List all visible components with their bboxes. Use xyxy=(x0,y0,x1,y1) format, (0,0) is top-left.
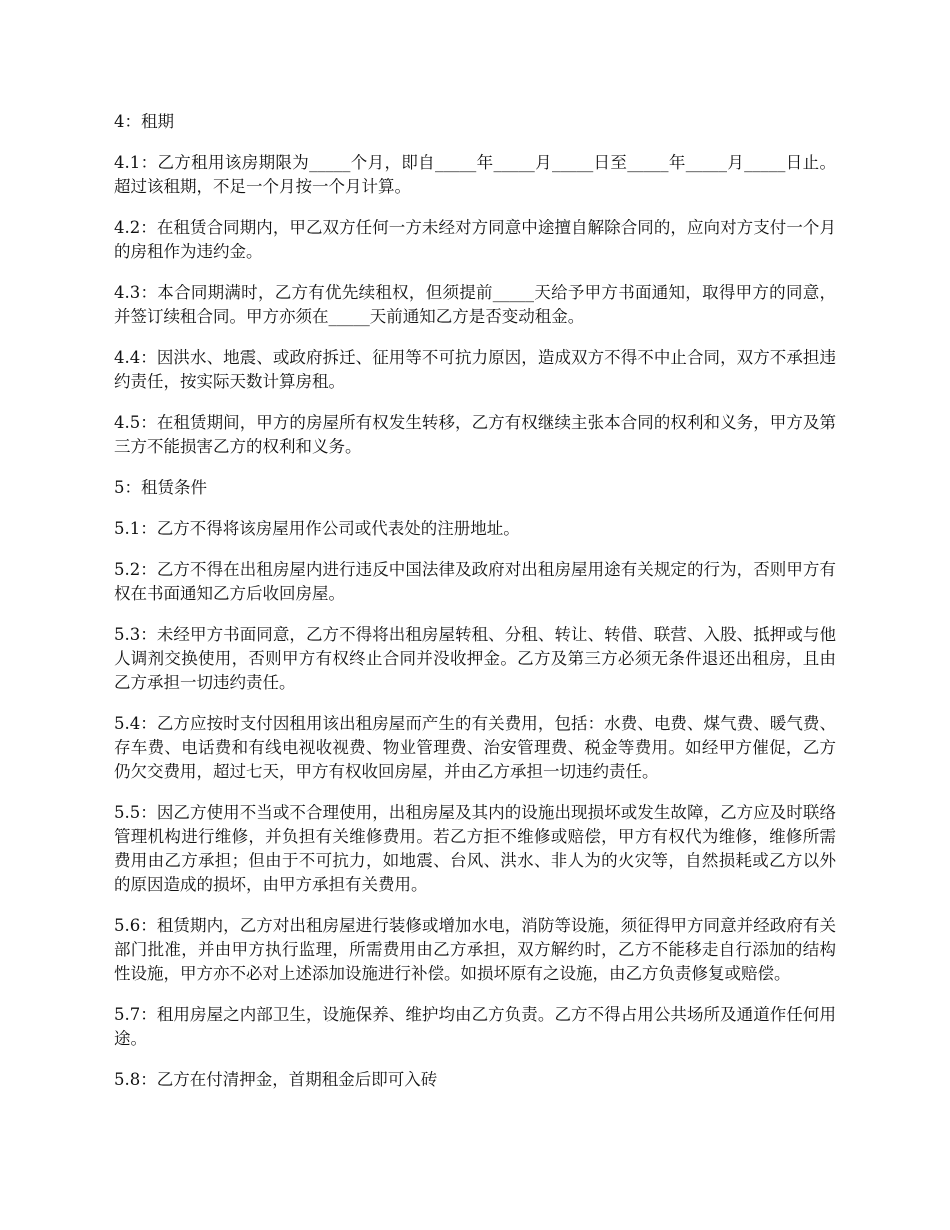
clause-5-5: 5.5：因乙方使用不当或不合理使用，出租房屋及其内的设施出现损坏或发生故障，乙方应及时联络管理机构进行维修，并负担有关维修费用。若乙方拒不维修或赔偿，甲方有权代为维修，维修所需费用由乙方承担；但由于不可抗力，如地震、台风、洪水、非人为的火灾等，自然损耗或乙方以外的原因造成的损坏，由甲方承担有关费用。 xyxy=(114,803,836,894)
document-body xyxy=(114,110,836,1109)
clause-5-6: 5.6：租赁期内，乙方对出租房屋进行装修或增加水电，消防等设施，须征得甲方同意并经政府有关部门批准，并由甲方执行监理，所需费用由乙方承担，双方解约时，乙方不能移走自行添加的结构性设施，甲方亦不必对上述添加设施进行补偿。如损坏原有之设施，由乙方负责修复或赔偿。 xyxy=(114,916,836,983)
clause-5-2: 5.2：乙方不得在出租房屋内进行违反中国法律及政府对出租房屋用途有关规定的行为，否则甲方有权在书面通知乙方后收回房屋。 xyxy=(114,560,836,603)
section-heading-lease-conditions: 5：租赁条件 xyxy=(114,478,207,497)
clause-5-3: 5.3：未经甲方书面同意，乙方不得将出租房屋转租、分租、转让、转借、联营、入股、抵押或与他人调剂交换使用，否则甲方有权终止合同并没收押金。乙方及第三方必须无条件退还出租房，且由乙方承担一切违约责任。 xyxy=(114,625,836,692)
clause-4-4: 4.4：因洪水、地震、或政府拆迁、征用等不可抗力原因，造成双方不得不中止合同，双方不承担违约责任，按实际天数计算房租。 xyxy=(114,348,836,391)
clause-5-1: 5.1：乙方不得将该房屋用作公司或代表处的注册地址。 xyxy=(114,519,520,538)
clause-4-3: 4.3：本合同期满时，乙方有优先续租权，但须提前_____天给予甲方书面通知，取得甲方的同意，并签订续租合同。甲方亦须在_____天前通知乙方是否变动租金。 xyxy=(114,283,836,326)
clause-5-7: 5.7：租用房屋之内部卫生，设施保养、维护均由乙方负责。乙方不得占用公共场所及通道作任何用途。 xyxy=(114,1005,836,1048)
clause-4-2: 4.2：在租赁合同期内，甲乙双方任何一方未经对方同意中途擅自解除合同的，应向对方支付一个月的房租作为违约金。 xyxy=(114,218,836,261)
clause-4-5: 4.5：在租赁期间，甲方的房屋所有权发生转移，乙方有权继续主张本合同的权利和义务，甲方及第三方不能损害乙方的权利和义务。 xyxy=(114,413,836,456)
clause-5-8: 5.8：乙方在付清押金，首期租金后即可入砖 xyxy=(114,1070,438,1089)
clause-5-4: 5.4：乙方应按时支付因租用该出租房屋而产生的有关费用，包括：水费、电费、煤气费、暖气费、存车费、电话费和有线电视收视费、物业管理费、治安管理费、税金等费用。如经甲方催促，乙方仍欠交费用，超过七天，甲方有权收回房屋，并由乙方承担一切违约责任。 xyxy=(114,714,836,781)
section-heading-lease-term: 4：租期 xyxy=(114,112,174,131)
clause-4-1: 4.1：乙方租用该房期限为_____个月，即自_____年_____月_____日至_____年_____月_____日止。超过该租期，不足一个月按一个月计算。 xyxy=(114,153,836,196)
